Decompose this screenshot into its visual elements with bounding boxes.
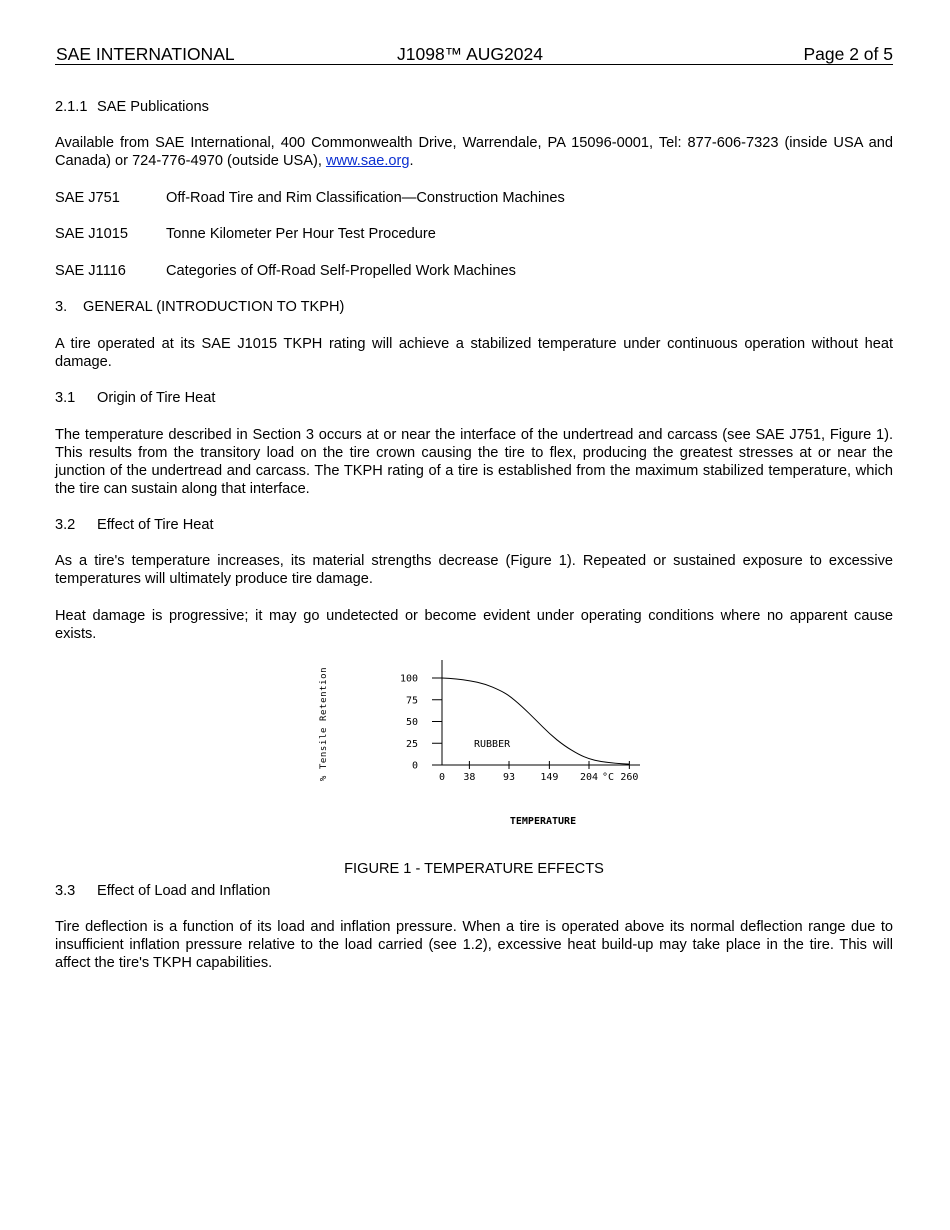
section-3-1-heading	[55, 389, 893, 407]
y-tick-label: 25	[405, 738, 418, 750]
header-org: SAE INTERNATIONAL	[56, 44, 235, 64]
section-number: 2.1.1	[55, 99, 88, 115]
rubber-label: RUBBER	[474, 739, 511, 750]
y-axis-label: % Tensile Retention	[319, 666, 329, 782]
section-title: GENERAL (INTRODUCTION TO TKPH)	[83, 299, 345, 315]
chart-y-ticks	[400, 674, 442, 772]
section-title: Effect of Tire Heat	[97, 517, 214, 533]
section-3-paragraph: A tire operated at its SAE J1015 TKPH rating will achieve a stabilized temperature under continuous operation without heat damage.	[55, 336, 893, 370]
section-title: Origin of Tire Heat	[97, 390, 216, 406]
page-header	[55, 44, 893, 65]
tensile-retention-chart	[315, 656, 639, 831]
sae-website-link[interactable]: www.sae.org	[325, 153, 410, 169]
x-tick-label: 38	[463, 772, 476, 783]
section-3-3-heading	[55, 882, 893, 900]
section-3-3-paragraph: Tire deflection is a function of its load and inflation pressure. When a tire is operated above its normal deflection range due to insufficient inflation pressure relative to the load carried (see 1.2), excessive heat build-up may take place in the tire. This will affect the tire's TKPH capabilities.	[55, 919, 893, 971]
rubber-series-line	[442, 678, 629, 764]
section-number: 3.	[55, 299, 68, 315]
section-3-heading	[55, 298, 893, 316]
y-tick-label: 50	[405, 717, 418, 728]
x-tick-label: 260	[620, 772, 639, 783]
section-title: SAE Publications	[97, 99, 209, 115]
y-tick-label: 75	[405, 695, 418, 707]
y-tick-label: 100	[399, 673, 418, 685]
reference-item	[55, 262, 893, 280]
section-2-1-1-heading	[55, 98, 893, 116]
section-number: 3.1	[55, 390, 76, 406]
reference-code: SAE J1116	[55, 263, 126, 279]
figure-1-caption: FIGURE 1 - TEMPERATURE EFFECTS	[344, 860, 604, 877]
section-title: Effect of Load and Inflation	[97, 883, 271, 899]
reference-code: SAE J1015	[55, 226, 129, 242]
chart-series	[442, 678, 629, 764]
x-axis-label: TEMPERATURE	[509, 816, 577, 827]
reference-item	[55, 189, 893, 207]
reference-title: Categories of Off-Road Self-Propelled Work Machines	[166, 263, 516, 279]
section-3-2-paragraph-1: As a tire's temperature increases, its material strengths decrease (Figure 1). Repeated or sustained exposure to excessive temperatures will ultimately produce tire damage.	[55, 553, 893, 587]
figure-1	[315, 656, 639, 831]
section-3-2-paragraph-2: Heat damage is progressive; it may go undetected or become evident under operating conditions where no apparent cause exists.	[55, 608, 893, 642]
availability-text: Available from SAE International, 400 Commonwealth Drive, Warrendale, PA 15096-0001, Tel: 877-606-7323 (inside USA and Canada) or 724-776-4970 (outside USA),	[55, 135, 893, 169]
chart-axes	[442, 660, 640, 765]
section-number: 3.2	[55, 517, 76, 533]
availability-suffix: .	[409, 153, 414, 169]
header-page-number: Page 2 of 5	[803, 44, 893, 64]
header-doc-id: J1098™ AUG2024	[397, 44, 543, 64]
availability-paragraph	[55, 134, 893, 170]
section-3-1-paragraph: The temperature described in Section 3 occurs at or near the interface of the undertread and carcass (see SAE J751, Figure 1). This results from the transitory load on the tire crown causing the tire to flex, producing the greatest stresses at or near the junction of the undertread and carcass. The TKPH rating of a tire is established from the maximum stabilized temperature, which the tire can sustain along that interface.	[55, 427, 893, 497]
reference-title: Off-Road Tire and Rim Classification—Construction Machines	[166, 190, 565, 206]
x-tick-label: 93	[502, 772, 516, 783]
x-axis-unit: °C	[602, 772, 615, 783]
x-tick-label: 149	[540, 772, 559, 783]
section-3-2-heading	[55, 516, 893, 534]
x-tick-label: 204	[579, 772, 599, 783]
x-tick-label: 0	[438, 772, 446, 783]
reference-item	[55, 225, 893, 243]
reference-code: SAE J751	[55, 190, 120, 206]
y-tick-label: 0	[411, 760, 418, 772]
section-number: 3.3	[55, 883, 76, 899]
reference-title: Tonne Kilometer Per Hour Test Procedure	[166, 226, 436, 242]
